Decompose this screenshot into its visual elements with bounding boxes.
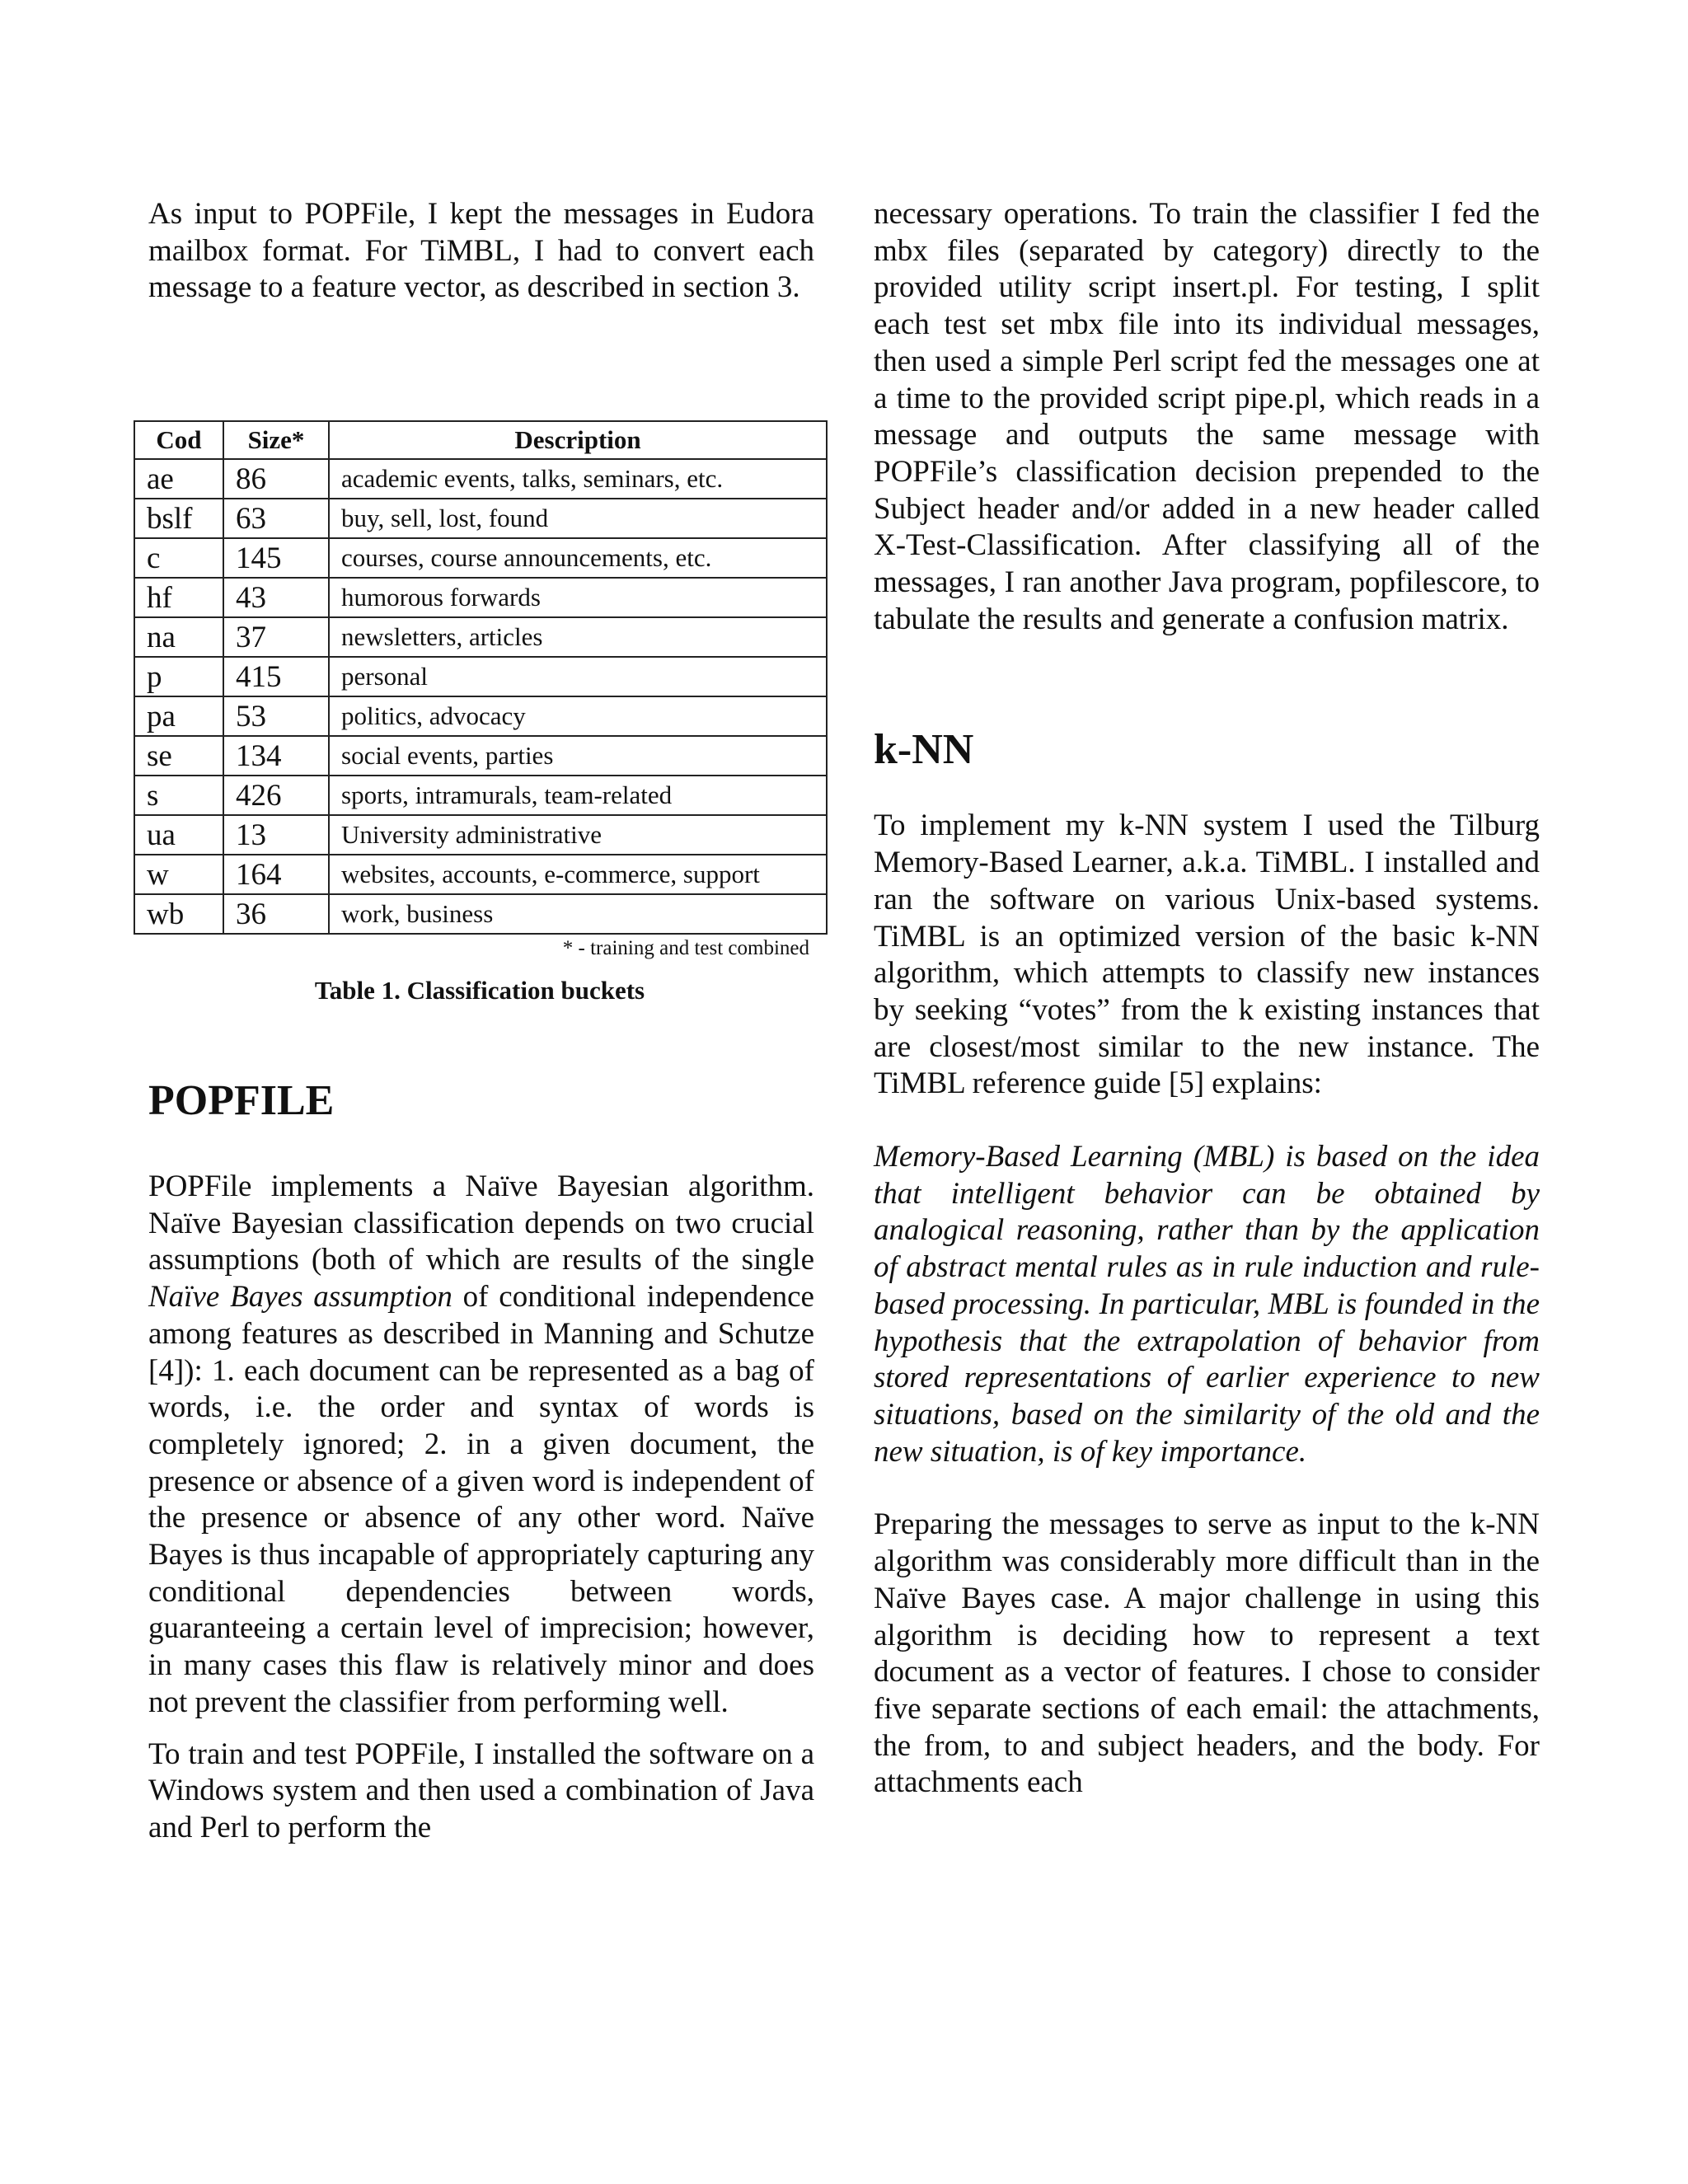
table-row [134,538,827,578]
table-row [134,617,827,657]
table-caption: Table 1. Classification buckets [314,976,645,1005]
left-column [148,196,814,307]
cell-size: 426 [223,776,329,815]
section-heading-knn: k-NN [874,726,974,774]
cell-size: 134 [223,736,329,776]
cell-description: social events, parties [329,736,827,776]
cell-size: 145 [223,538,329,578]
knn-paragraph-1: To implement my k-NN system I used the Tilburg Memory-Based Learner, a.k.a. TiMBL. I installed and ran the software on various Unix-based systems. TiMBL is an optimized version of the basic k-NN algorithm, which attempts to classify new instances by seeking “votes” from the k existing instances that are closest/most similar to the new instance. The TiMBL reference guide [5] explains: [874,808,1540,1101]
column-header-size: Size* [223,421,329,459]
cell-code: w [134,855,223,894]
cell-size: 164 [223,855,329,894]
cell-code: ae [134,459,223,499]
cell-code: c [134,538,223,578]
cell-size: 63 [223,499,329,538]
table-row [134,815,827,855]
table-header-row [134,421,827,459]
table-row [134,578,827,617]
popfile-continuation-paragraph: necessary operations. To train the classifier I fed the mbx files (separated by category) directly to the provided utility script insert.pl. For testing, I split each test set mbx file into its individual messages, then used a simple Perl script fed the messages one at a time to the provided script pipe.pl, which reads in a message and outputs the same message with POPFile’s classification decision prepended to the Subject header and/or added in a new header called X-Test-Classification. After classifying all of the messages, I ran another Java program, popfilescore, to tabulate the results and generate a confusion matrix. [874,197,1540,636]
cell-code: pa [134,696,223,736]
cell-size: 53 [223,696,329,736]
intro-paragraph: As input to POPFile, I kept the messages in Eudora mailbox format. For TiMBL, I had to convert each message to a feature vector, as described in section 3. [148,197,814,305]
naive-bayes-assumption-emphasis: Naïve Bayes assumption [148,1280,452,1315]
cell-description: sports, intramurals, team-related [329,776,827,815]
classification-table-block [134,420,826,1005]
column-header-description: Description [329,421,827,459]
popfile-paragraph-2: To train and test POPFile, I installed the software on a Windows system and then used a combination of Java and Perl to perform the [148,1736,814,1844]
classification-table [134,420,828,935]
table-row [134,499,827,538]
cell-description: University administrative [329,815,827,855]
timbl-quote: Memory-Based Learning (MBL) is based on the idea that intelligent behavior can be obtained by analogical reasoning, rather than by the application of abstract mental rules as in rule induction and rule-based processing. In particular, MBL is founded in the hypothesis that the extrapolation of behavior from stored representations of earlier experience to new situations, based on the similarity of the old and the new situation, is of key importance. [874,1140,1540,1469]
cell-size: 415 [223,657,329,696]
knn-paragraph-2: Preparing the messages to serve as input to the k-NN algorithm was considerably more difficult than in the Naïve Bayes case. A major challenge in using this algorithm is deciding how to represent a text document as a vector of features. I chose to consider five separate sections of each email: the attachments, the from, to and subject headers, and the body. For attachments each [874,1507,1540,1800]
cell-code: ua [134,815,223,855]
popfile-paragraph-1 [148,1169,814,1722]
section-heading-popfile: POPFILE [148,1077,335,1124]
cell-description: newsletters, articles [329,617,827,657]
cell-description: personal [329,657,827,696]
table-row [134,657,827,696]
cell-code: na [134,617,223,657]
cell-code: bslf [134,499,223,538]
table-row [134,459,827,499]
table-row [134,855,827,894]
cell-code: hf [134,578,223,617]
cell-size: 37 [223,617,329,657]
cell-size: 36 [223,894,329,934]
cell-description: buy, sell, lost, found [329,499,827,538]
table-row [134,696,827,736]
cell-description: politics, advocacy [329,696,827,736]
table-row [134,894,827,934]
cell-description: courses, course announcements, etc. [329,538,827,578]
table-row [134,776,827,815]
cell-description: websites, accounts, e-commerce, support [329,855,827,894]
column-header-code: Cod [134,421,223,459]
cell-size: 86 [223,459,329,499]
popfile-section [148,1076,814,1847]
popfile-p1-end: of conditional independence among features as described in Manning and Schutze [4]): 1. each document can be represented as a bag of words, i.e. the order and syntax of words is completely ignored; 2. in a given document, the presence or absence of a given word is independent of the presence or absence of any other word. Naïve Bayes is thus incapable of appropriately capturing any conditional dependencies between words, guaranteeing a certain level of imprecision; however, in many cases this flaw is relatively minor and does not prevent the classifier from performing well. [148,1280,814,1719]
table-footnote: * - training and test combined [562,937,809,959]
right-column [874,196,1540,1802]
cell-code: se [134,736,223,776]
cell-code: wb [134,894,223,934]
cell-size: 43 [223,578,329,617]
table-row [134,736,827,776]
cell-size: 13 [223,815,329,855]
cell-code: p [134,657,223,696]
cell-code: s [134,776,223,815]
cell-description: humorous forwards [329,578,827,617]
cell-description: academic events, talks, seminars, etc. [329,459,827,499]
cell-description: work, business [329,894,827,934]
popfile-p1-start: POPFile implements a Naïve Bayesian algorithm. Naïve Bayesian classification depends on two crucial assumptions (both of which are results of the single [148,1169,814,1277]
